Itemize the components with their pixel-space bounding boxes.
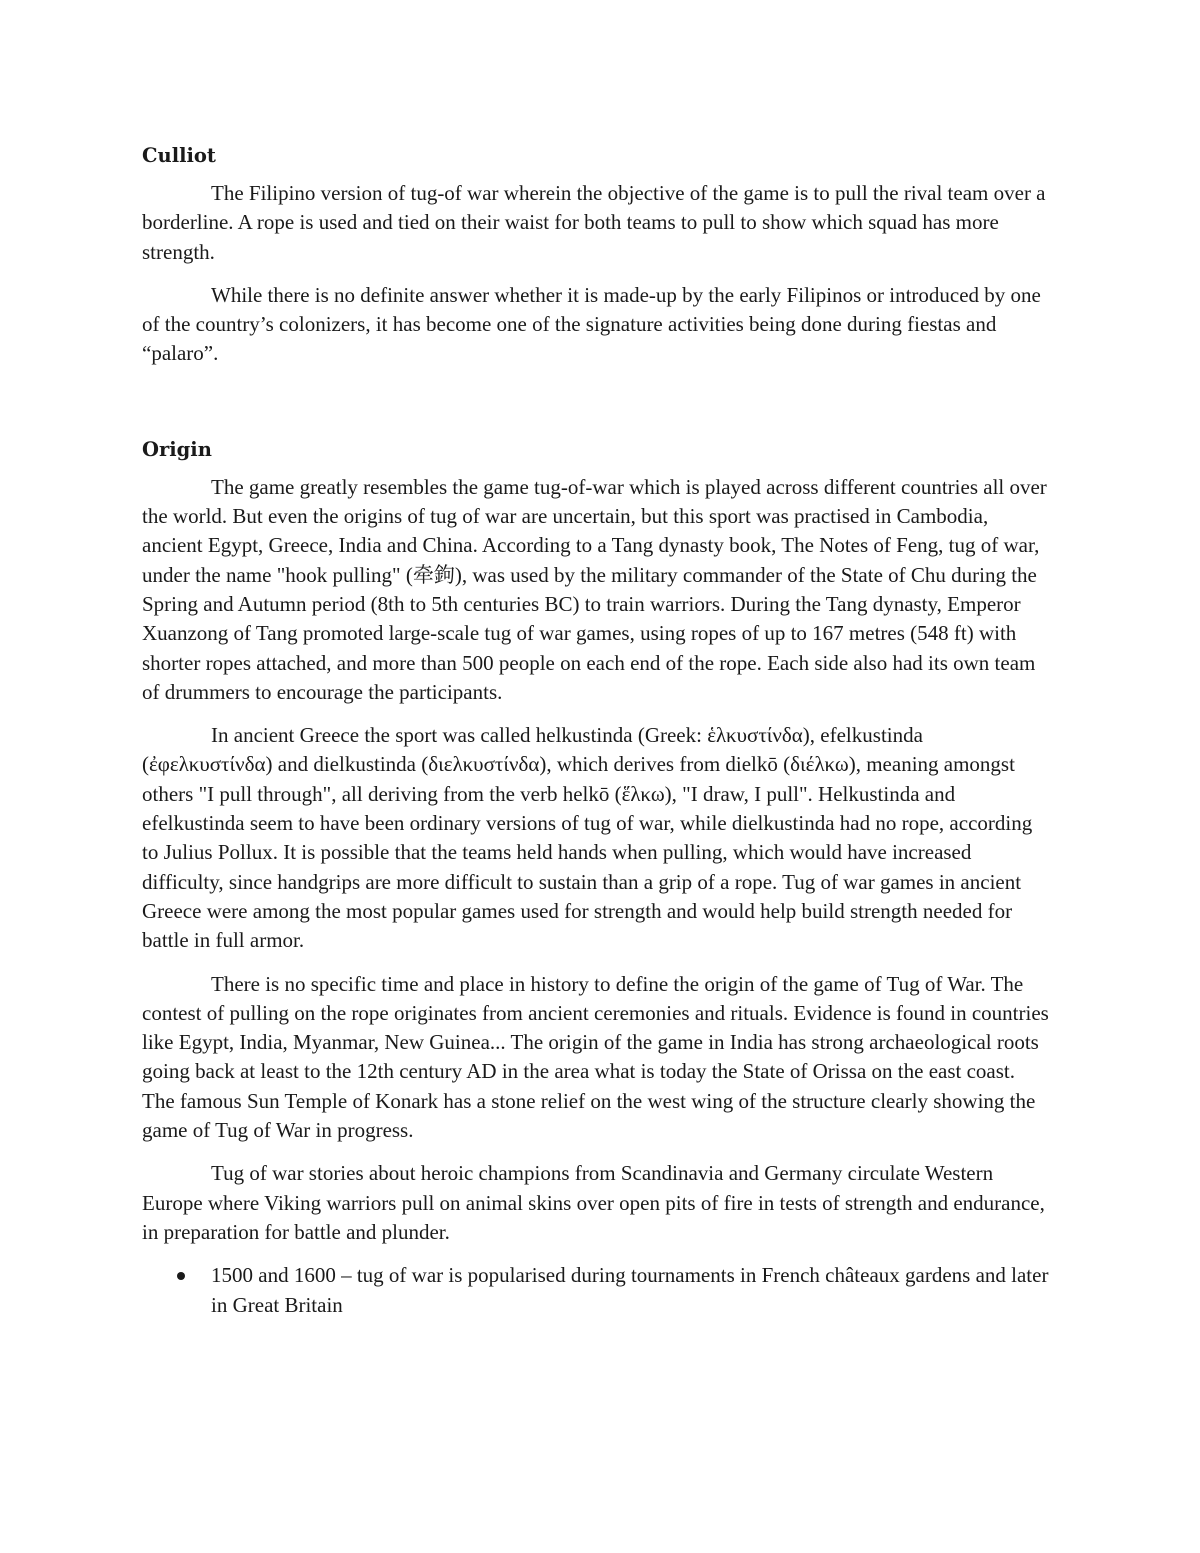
origin-paragraph-3: There is no specific time and place in history to define the origin of the game of Tug of War. The contest of pulling on the rope originates from ancient ceremonies and rituals. Evidence is found in countries like Egypt, India, Myanmar, New Guinea... The origin of the game in India has strong archaeological roots going back at least to the 12th century AD in the area what is today the State of Orissa on the east coast. The famous Sun Temple of Konark has a stone relief on the west wing of the structure clearly showing the game of Tug of War in progress.: [142, 971, 1049, 1143]
bullet-icon: [177, 1272, 185, 1280]
list-item: [142, 1261, 1052, 1320]
origin-paragraph-1: The game greatly resembles the game tug-of-war which is played across different countries all over the world. But even the origins of tug of war are uncertain, but this sport was practised in Cambodia, ancient Egypt, Greece, India and China. According to a Tang dynasty book, The Notes of Feng, tug of war, under the name "hook pulling" (牵鉤), was used by the military commander of the State of Chu during the Spring and Autumn period (8th to 5th centuries BC) to train warriors. During the Tang dynasty, Emperor Xuanzong of Tang promoted large-scale tug of war games, using ropes of up to 167 metres (548 ft) with shorter ropes attached, and more than 500 people on each end of the rope. Each side also had its own team of drummers to encourage the participants.: [142, 474, 1047, 704]
section-heading-culliot: Culliot: [142, 144, 216, 167]
origin-paragraph-2: In ancient Greece the sport was called helkustinda (Greek: ἑλκυστίνδα), efelkustinda (ἐφελκυστίνδα) and dielkustinda (διελκυστίνδα), which derives from dielkō (διέλκω), meaning amongst others "I pull through", all deriving from the verb helkō (ἕλκω), "I draw, I pull". Helkustinda and efelkustinda seem to have been ordinary versions of tug of war, while dielkustinda had no rope, according to Julius Pollux. It is possible that the teams held hands when pulling, which would have increased difficulty, since handgrips are more difficult to sustain than a grip of a rope. Tug of war games in ancient Greece were among the most popular games used for strength and would help build strength needed for battle in full armor.: [142, 723, 1033, 953]
origin-bullet-list: [142, 1261, 1052, 1320]
culliot-paragraph-1: The Filipino version of tug-of war wherein the objective of the game is to pull the rival team over a borderline. A rope is used and tied on their waist for both teams to pull to show which squad has more strength.: [142, 181, 1046, 264]
culliot-paragraph-2: While there is no definite answer whether it is made-up by the early Filipinos or introduced by one of the country’s colonizers, it has become one of the signature activities being done during fiestas and “palaro”.: [142, 282, 1041, 366]
origin-paragraph-4: Tug of war stories about heroic champions from Scandinavia and Germany circulate Western Europe where Viking warriors pull on animal skins over open pits of fire in tests of strength and endurance, in preparation for battle and plunder.: [142, 1161, 1045, 1244]
list-item-text: 1500 and 1600 – tug of war is popularised during tournaments in French châteaux gardens and later in Great Britain: [211, 1263, 1049, 1317]
section-heading-origin: Origin: [142, 437, 212, 461]
document-body: [142, 139, 1052, 1320]
